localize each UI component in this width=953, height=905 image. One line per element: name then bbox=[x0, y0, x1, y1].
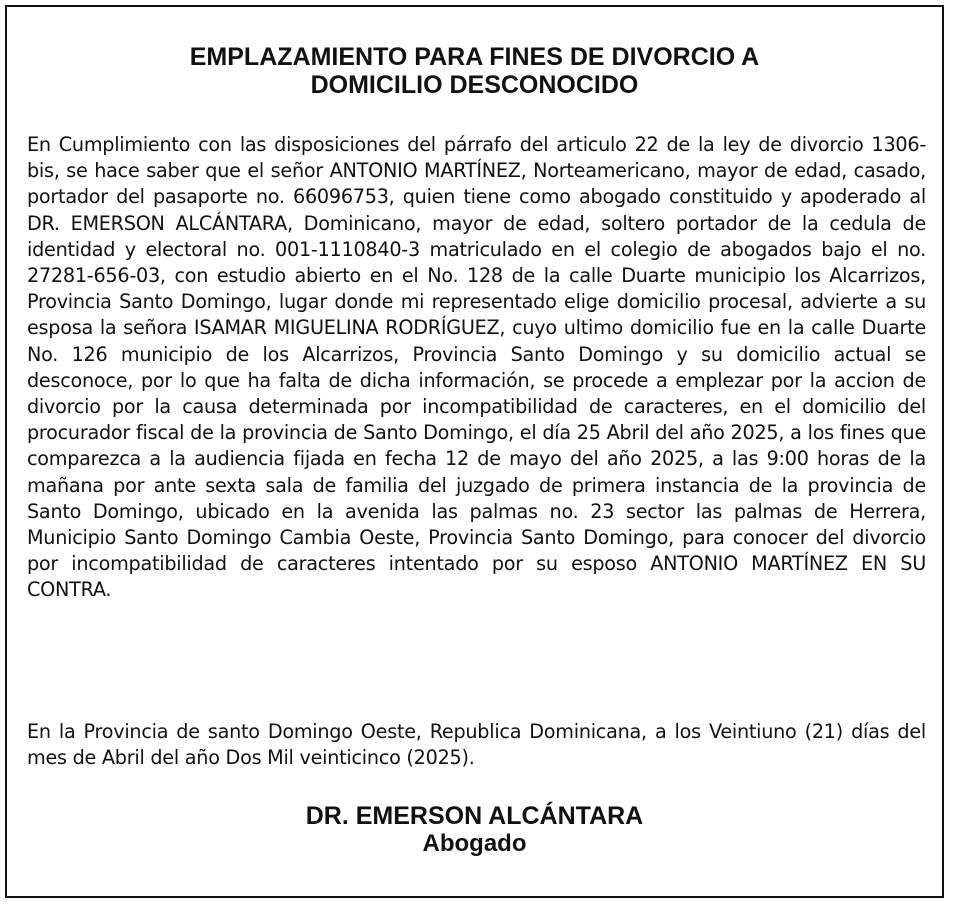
signature-name: DR. EMERSON ALCÁNTARA bbox=[305, 802, 644, 830]
notice-date-paragraph: En la Provincia de santo Domingo Oeste, Republica Dominicana, a los Veintiuno (21) días del mes de Abril del año Dos Mil veinticinco (2025). bbox=[27, 720, 926, 770]
notice-body-paragraph: En Cumplimiento con las disposiciones del párrafo del articulo 22 de la ley de divorcio 1306-bis, se hace saber que el señor ANTONIO MARTÍNEZ, Norteamericano, mayor de edad, casado, portador del pasaporte no. 66096753, quien tiene como abogado constituido y apoderado al DR. EMERSON ALCÁNTARA, Dominicano, mayor de edad, soltero portador de la cedula de identidad y electoral no. 001-1110840-3 matriculado en el colegio de abogados bajo el no. 27281-656-03, con estudio abierto en el No. 128 de la calle Duarte municipio los Alcarrizos, Provincia Santo Domingo, lugar donde mi representado elige domicilio procesal, advierte a su esposa la señora ISAMAR MIGUELINA RODRÍGUEZ, cuyo ultimo domicilio fue en la calle Duarte No. 126 municipio de los Alcarrizos, Provincia Santo Domingo y su domicilio actual se desconoce, por lo que ha falta de dicha información, se procede a emplezar por la accion de divorcio por la causa determinada por incompatibilidad de caracteres, en el domicilio del procurador fiscal de la provincia de Santo Domingo, el día 25 Abril del año 2025, a los fines que comparezca a la audiencia fijada en fecha 12 de mayo del año 2025, a las 9:00 horas de la mañana por ante sexta sala de familia del juzgado de primera instancia de la provincia de Santo Domingo, ubicado en la avenida las palmas no. 23 sector las palmas de Herrera, Municipio Santo Domingo Cambia Oeste, Provincia Santo Domingo, para conocer del divorcio por incompatibilidad de caracteres intentado por su esposo ANTONIO MARTÍNEZ EN SU CONTRA. bbox=[27, 133, 926, 602]
notice-title bbox=[7, 43, 942, 99]
notice-title-line-2: DOMICILIO DESCONOCIDO bbox=[310, 71, 639, 99]
signature-block bbox=[7, 802, 942, 858]
signature-role: Abogado bbox=[422, 830, 527, 857]
legal-notice bbox=[5, 5, 944, 898]
notice-title-line-1: EMPLAZAMIENTO PARA FINES DE DIVORCIO A bbox=[189, 43, 760, 71]
